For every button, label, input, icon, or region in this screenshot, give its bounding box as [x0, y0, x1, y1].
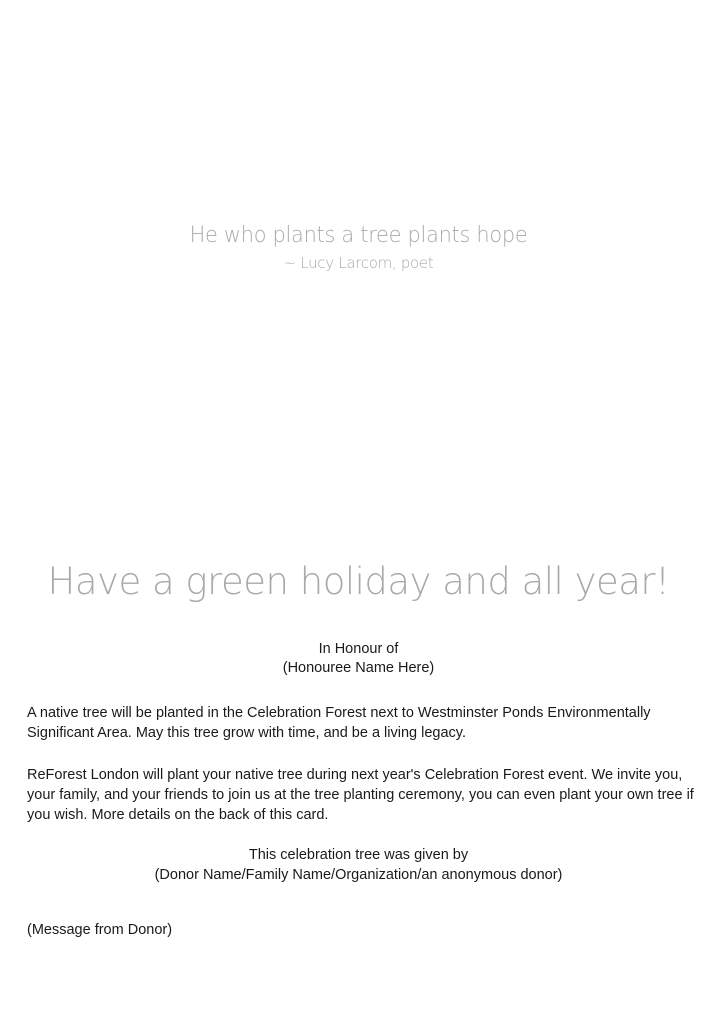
event-paragraph: ReForest London will plant your native tree during next year's Celebration Forest event. We invite you, your family, and your friends to join us at the tree planting ceremony, you can even plant your own tree if you wish. More details on the back of this card.: [27, 767, 694, 823]
donor-heading: This celebration tree was given by: [248, 847, 469, 863]
planting-paragraph: A native tree will be planted in the Celebration Forest next to Westminster Ponds Environmentally Significant Area. May this tree grow with time, and be a living legacy.: [27, 705, 651, 741]
quote-text: He who plants a tree plants hope: [189, 223, 528, 248]
greeting-heading: Have a green holiday and all year!: [47, 560, 670, 603]
honouree-name: (Honouree Name Here): [282, 660, 435, 676]
donor-message: (Message from Donor): [27, 922, 173, 938]
donor-block: [0, 845, 717, 885]
donor-name: (Donor Name/Family Name/Organization/an anonymous donor): [154, 867, 563, 883]
quote-block: [0, 222, 717, 276]
quote-attribution: ~ Lucy Larcom, poet: [283, 254, 434, 272]
honour-block: [0, 640, 717, 678]
honour-heading: In Honour of: [318, 641, 399, 657]
